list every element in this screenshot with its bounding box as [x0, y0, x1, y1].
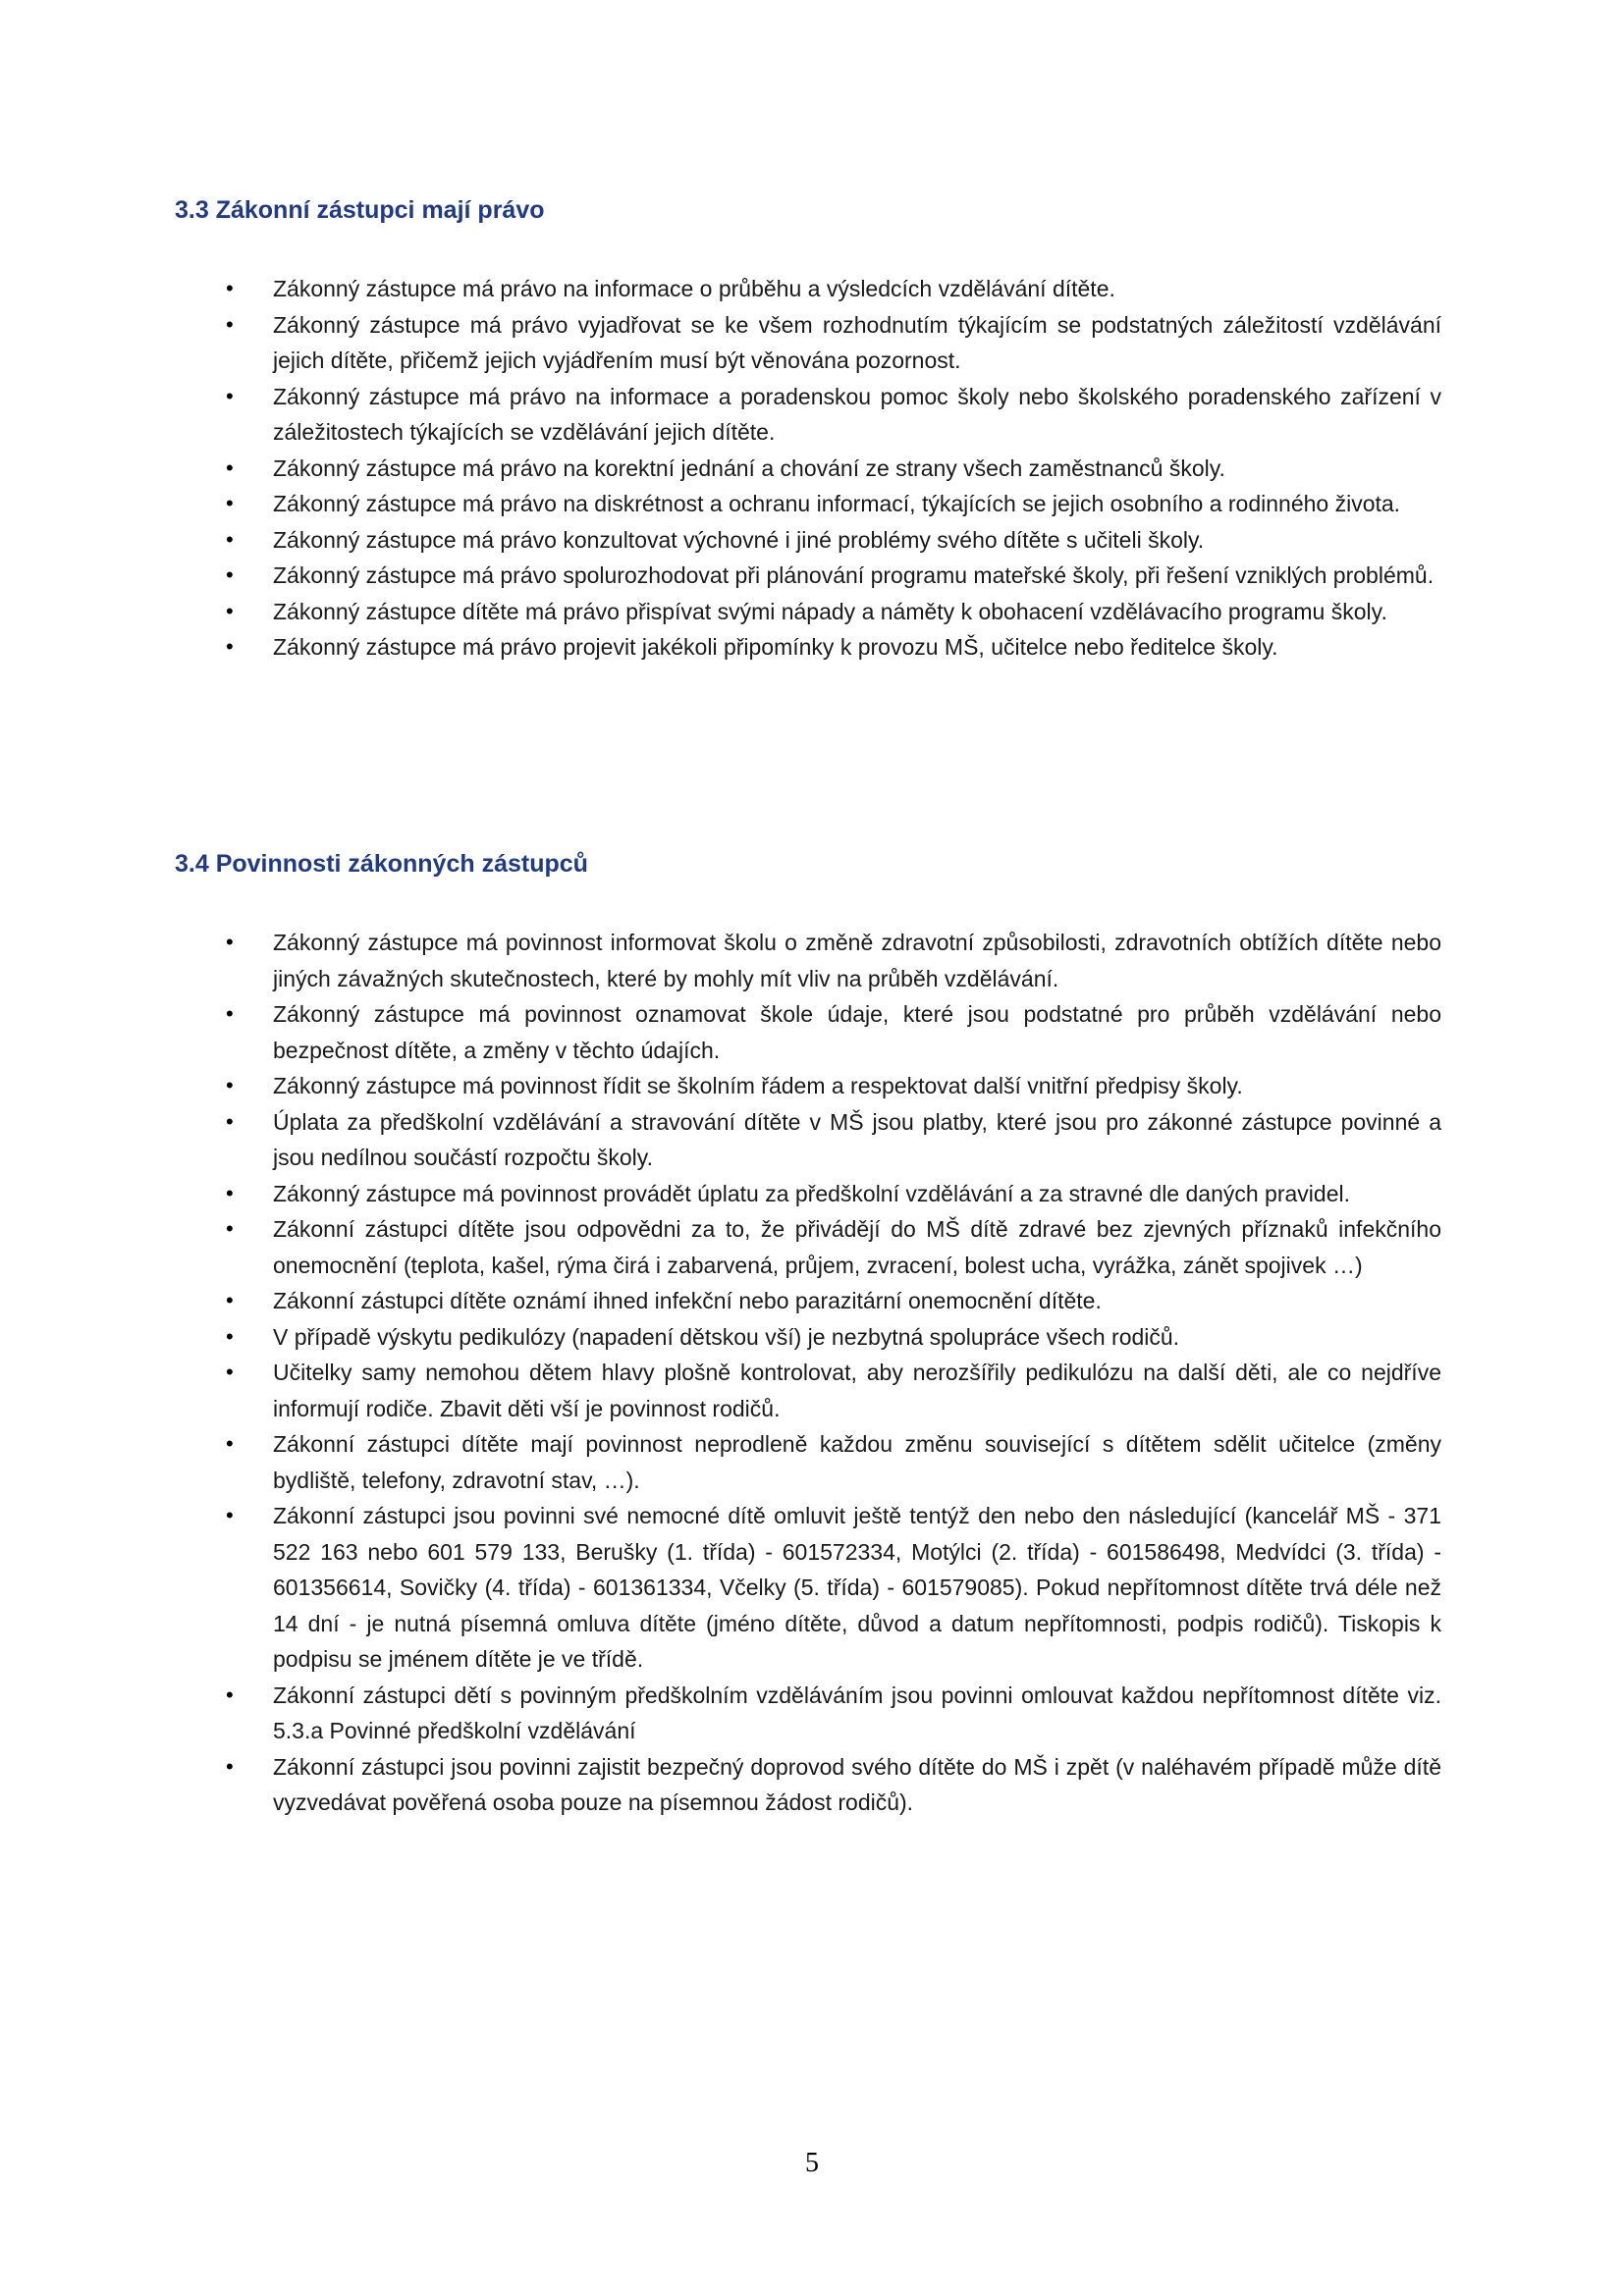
section-duties: [175, 846, 1441, 1821]
list-item: [175, 1426, 1441, 1498]
list-item-text: Zákonní zástupci jsou povinni zajistit bezpečný doprovod svého dítěte do MŠ i zpět (v naléhavém případě může dítě vyzvedávat pověřená osoba pouze na písemnou žádost rodičů).: [273, 1753, 1441, 1815]
list-item-text: V případě výskytu pedikulózy (napadení dětskou vší) je nezbytná spolupráce všech rodičů.: [273, 1323, 1180, 1350]
bullet-icon: •: [226, 1288, 234, 1312]
list-item-text: Zákonný zástupce má povinnost informovat školu o změně zdravotní způsobilosti, zdravotních obtížích dítěte nebo jiných závažných skutečnostech, které by mohly mít vliv na průběh vzdělávání.: [273, 930, 1441, 991]
bullet-icon: •: [226, 598, 234, 623]
list-item-text: Zákonný zástupce má povinnost oznamovat škole údaje, které jsou podstatné pro průběh vzdělávání nebo bezpečnost dítěte, a změny v těchto údajích.: [273, 1001, 1441, 1063]
page-number: 5: [805, 2148, 819, 2178]
list-item: [175, 1498, 1441, 1678]
list-item: [175, 451, 1441, 487]
list-item: [175, 1283, 1441, 1319]
bullet-icon: •: [226, 562, 234, 587]
list-item: [175, 379, 1441, 451]
list-item-text: Zákonný zástupce dítěte má právo přispívat svými nápady a náměty k obohacení vzdělávacího programu školy.: [273, 598, 1387, 624]
bullet-icon: •: [226, 1323, 234, 1349]
bullet-icon: •: [226, 1682, 234, 1707]
bullet-icon: •: [226, 526, 234, 552]
bullet-icon: •: [226, 1360, 234, 1384]
list-item: [175, 1211, 1441, 1283]
bullet-icon: •: [226, 1073, 234, 1097]
bullet-icon: •: [226, 930, 234, 954]
list-item-text: Zákonný zástupce má povinnost provádět úplatu za předškolní vzdělávání a za stravné dle daných pravidel.: [273, 1180, 1350, 1206]
list-item: [175, 594, 1441, 630]
rights-list: [175, 271, 1441, 666]
section-title: 3.4 Povinnosti zákonných zástupců: [175, 850, 588, 878]
list-item-text: Zákonný zástupce má právo konzultovat výchovné i jiné problémy svého dítěte s učiteli školy.: [273, 526, 1205, 553]
list-item: [175, 522, 1441, 559]
bullet-icon: •: [226, 454, 234, 480]
list-item-text: Zákonný zástupce má povinnost řídit se školním řádem a respektovat další vnitřní předpisy školy.: [273, 1073, 1243, 1098]
list-item: [175, 1176, 1441, 1212]
list-item: [175, 307, 1441, 379]
list-item: [175, 996, 1441, 1068]
bullet-icon: •: [226, 383, 234, 408]
list-item-text: Zákonný zástupce má právo na informace a poradenskou pomoc školy nebo školského poradenského zařízení v záležitostech týkajících se vzdělávání jejich dítěte.: [273, 383, 1441, 445]
list-item-text: Zákonní zástupci dětí s povinným předškolním vzděláváním jsou povinni omlouvat každou nepřítomnost dítěte viz. 5.3.a Povinné předškolní vzdělávání: [273, 1682, 1441, 1743]
list-item-text: Zákonný zástupce má právo vyjadřovat se ke všem rozhodnutím týkajícím se podstatných záležitostí vzdělávání jejich dítěte, přičemž jejich vyjádřením musí být věnována pozornost.: [273, 311, 1441, 373]
bullet-icon: •: [226, 1180, 234, 1205]
section-rights: [175, 192, 1441, 666]
bullet-icon: •: [226, 1216, 234, 1241]
list-item-text: Zákonní zástupci dítěte mají povinnost neprodleně každou změnu související s dítětem sdělit učitelce (změny bydliště, telefony, zdravotní stav, …).: [273, 1431, 1441, 1493]
list-item-text: Zákonní zástupci dítěte jsou odpovědni za to, že přivádějí do MŠ dítě zdravé bez zjevných příznaků infekčního onemocnění (teplota, kašel, rýma čirá i zabarvená, průjem, zvracení, bolest ucha, vyrážka, zánět spojivek …): [273, 1216, 1441, 1278]
list-item-text: Zákonný zástupce má právo na korektní jednání a chování ze strany všech zaměstnanců školy.: [273, 454, 1225, 481]
list-item: [175, 1749, 1441, 1821]
list-item: [175, 1678, 1441, 1749]
list-item-text: Úplata za předškolní vzdělávání a stravování dítěte v MŠ jsou platby, které jsou pro zákonné zástupce povinné a jsou nedílnou součástí rozpočtu školy.: [273, 1108, 1441, 1170]
list-item-text: Zákonní zástupci dítěte oznámí ihned infekční nebo parazitární onemocnění dítěte.: [273, 1288, 1102, 1313]
list-item-text: Učitelky samy nemohou dětem hlavy plošně kontrolovat, aby nerozšířily pedikulózu na další děti, ale co nejdříve informují rodiče. Zbavit děti vší je povinnost rodičů.: [273, 1360, 1441, 1421]
list-item-text: Zákonný zástupce má právo na informace o průběhu a výsledcích vzdělávání dítěte.: [273, 276, 1115, 301]
bullet-icon: •: [226, 311, 234, 337]
list-item: [175, 1319, 1441, 1356]
bullet-icon: •: [226, 1108, 234, 1134]
list-item: [175, 629, 1441, 666]
bullet-icon: •: [226, 1753, 234, 1779]
list-item: [175, 558, 1441, 594]
list-item-text: Zákonný zástupce má právo na diskrétnost a ochranu informací, týkajících se jejich osobního a rodinného života.: [273, 491, 1401, 516]
list-item: [175, 1104, 1441, 1176]
list-item: [175, 1355, 1441, 1426]
bullet-icon: •: [226, 1431, 234, 1456]
section-title: 3.3 Zákonní zástupci mají právo: [175, 196, 545, 224]
list-item: [175, 486, 1441, 522]
list-item-text: Zákonní zástupci jsou povinni své nemocné dítě omluvit ještě tentýž den nebo den následující (kancelář MŠ - 371 522 163 nebo 601 579 133, Berušky (1. třída) - 601572334, Motýlci (2. třída) - 601586498, Medvídci (3. třída) - 601356614, Sovičky (4. třída) - 601361334, Včelky (5. třída) - 601579085). Pokud nepřítomnost dítěte trvá déle než 14 dní - je nutná písemná omluva dítěte (jméno dítěte, důvod a datum nepřítomnosti, podpis rodičů). Tiskopis k podpisu se jménem dítěte je ve třídě.: [273, 1503, 1441, 1672]
duties-list: [175, 925, 1441, 1821]
list-item-text: Zákonný zástupce má právo projevit jakékoli připomínky k provozu MŠ, učitelce nebo ředitelce školy.: [273, 634, 1278, 660]
list-item: [175, 1068, 1441, 1104]
bullet-icon: •: [226, 634, 234, 659]
list-item-text: Zákonný zástupce má právo spolurozhodovat při plánování programu mateřské školy, při řešení vzniklých problémů.: [273, 562, 1435, 588]
bullet-icon: •: [226, 1001, 234, 1026]
list-item: [175, 925, 1441, 996]
bullet-icon: •: [226, 491, 234, 515]
bullet-icon: •: [226, 1503, 234, 1527]
bullet-icon: •: [226, 276, 234, 300]
list-item: [175, 271, 1441, 307]
